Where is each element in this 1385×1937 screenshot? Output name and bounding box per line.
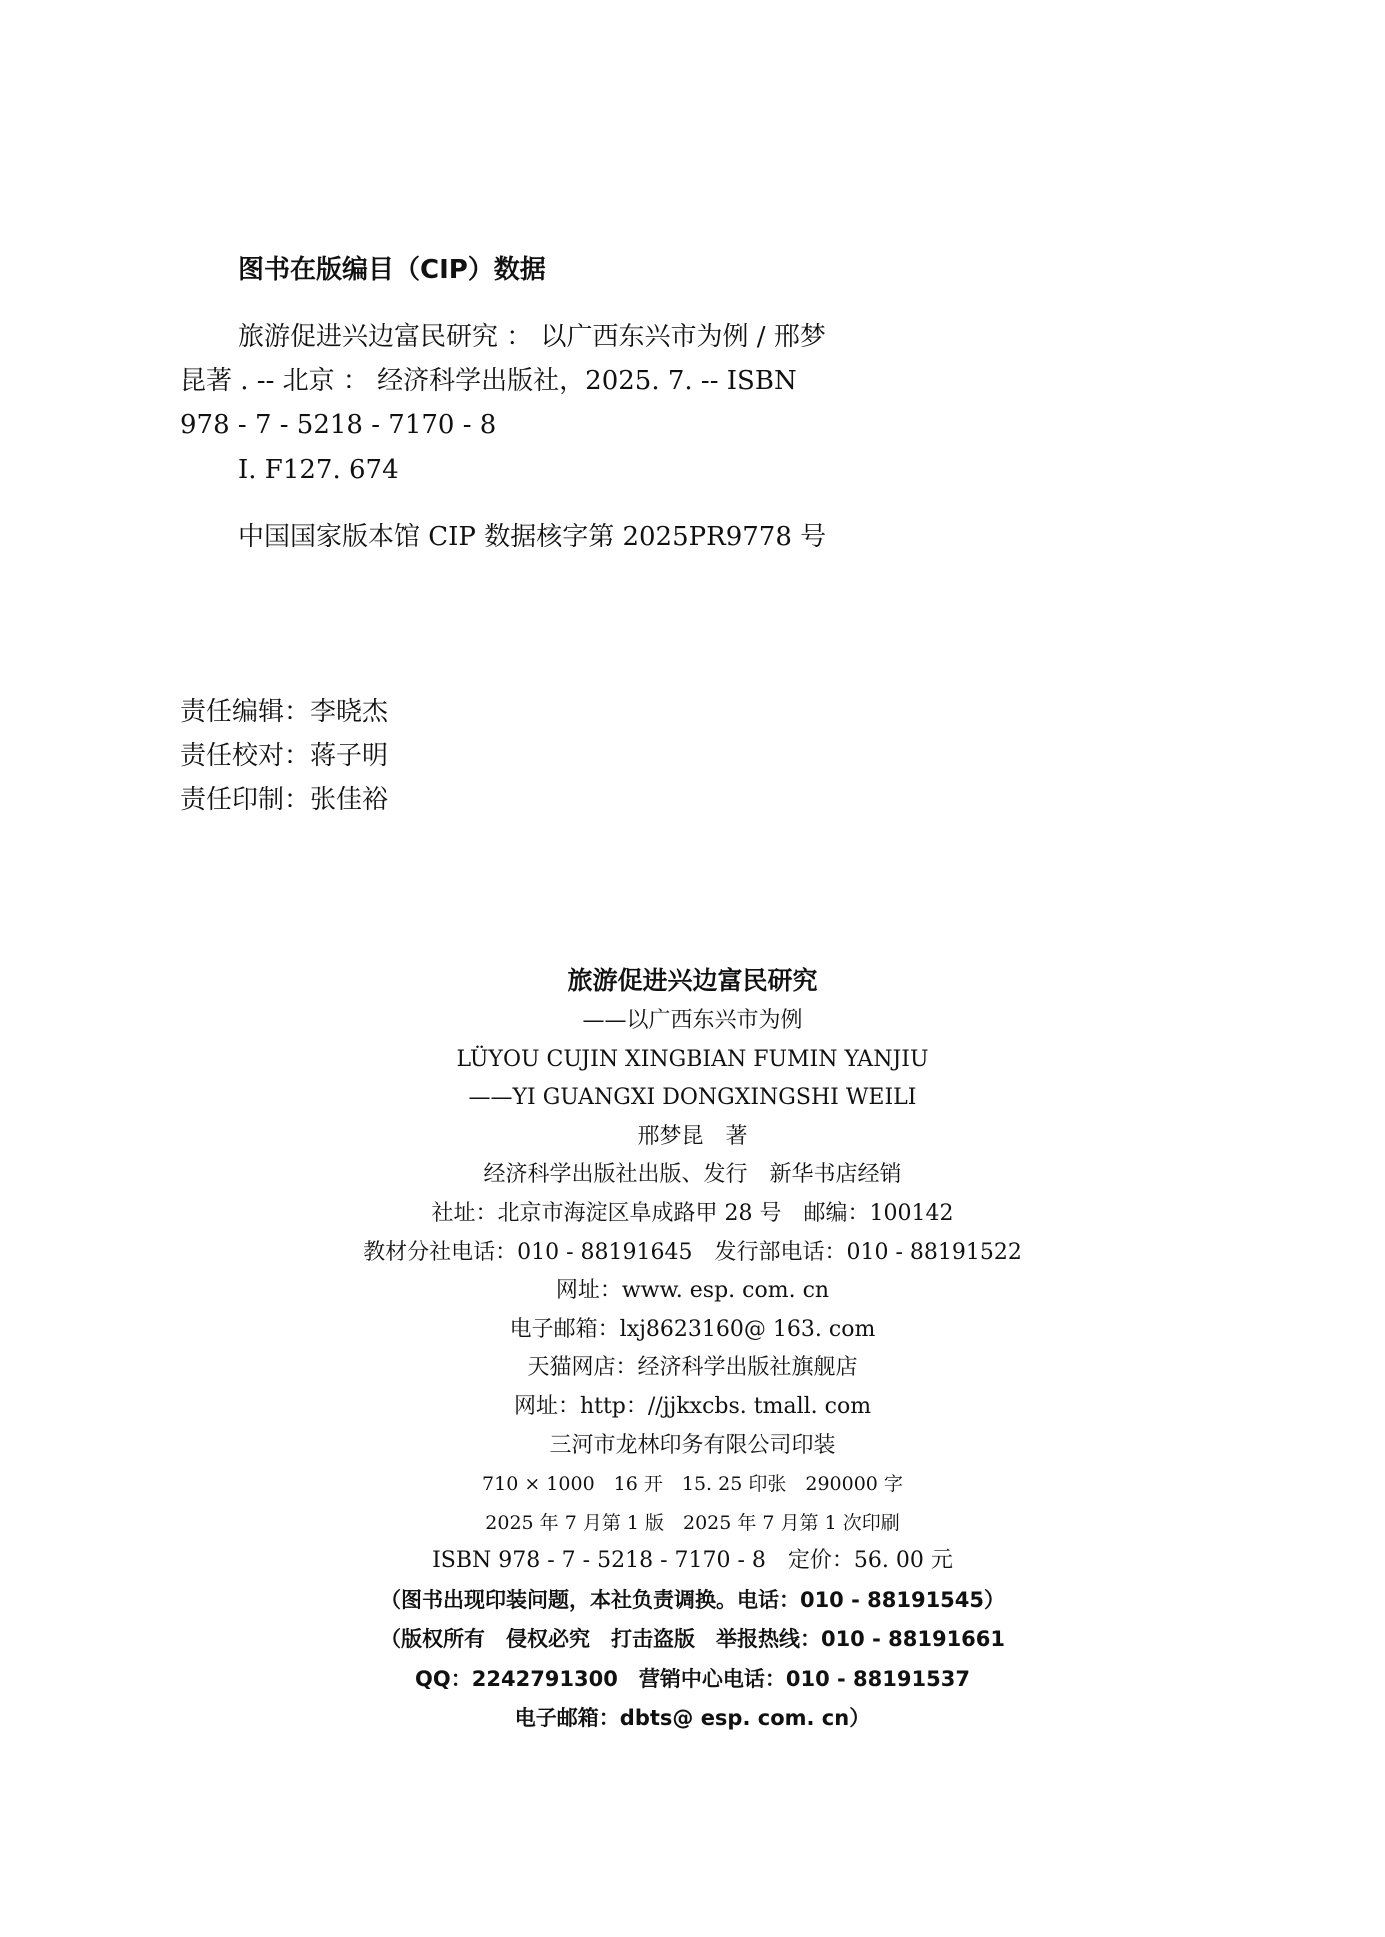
- colophon-address: 社址：北京市海淀区阜成路甲 28 号 邮编：100142: [431, 1200, 954, 1226]
- cip-isbn-line: 978 - 7 - 5218 - 7170 - 8: [180, 410, 497, 440]
- cip-heading: 图书在版编目（CIP）数据: [238, 255, 546, 285]
- colophon-notice-qq: QQ：2242791300 营销中心电话：010 - 88191537: [415, 1666, 970, 1691]
- colophon-publisher: 经济科学出版社出版、发行 新华书店经销: [483, 1162, 902, 1188]
- colophon-subtitle-pinyin: ——YI GUANGXI DONGXINGSHI WEILI: [468, 1085, 917, 1111]
- responsible-proofreader: 责任校对：蒋子明: [180, 741, 389, 771]
- colophon-tmall-store: 天猫网店：经济科学出版社旗舰店: [527, 1355, 858, 1381]
- responsible-printing: 责任印制：张佳裕: [180, 785, 389, 815]
- colophon-notice-email: 电子邮箱：dbts@ esp. com. cn）: [514, 1706, 871, 1731]
- responsible-editor: 责任编辑：李晓杰: [180, 697, 389, 727]
- colophon-title: 旅游促进兴边富民研究: [567, 966, 818, 995]
- colophon: [0, 960, 1385, 1739]
- cip-title-line: 旅游促进兴边富民研究 ： 以广西东兴市为例 / 邢梦: [238, 322, 826, 352]
- cip-publication-line: 昆著 . -- 北京 ： 经济科学出版社，2025. 7. -- ISBN: [180, 366, 797, 396]
- colophon-email: 电子邮箱：lxj8623160@ 163. com: [509, 1316, 876, 1342]
- responsible-staff: [180, 690, 388, 822]
- colophon-subtitle: ——以广西东兴市为例: [582, 1008, 803, 1033]
- colophon-title-pinyin: LÜYOU CUJIN XINGBIAN FUMIN YANJIU: [456, 1046, 929, 1072]
- colophon-format: 710 × 1000 16 开 15. 25 印张 290000 字: [482, 1473, 903, 1496]
- colophon-edition: 2025 年 7 月第 1 版 2025 年 7 月第 1 次印刷: [485, 1511, 900, 1534]
- colophon-printer: 三河市龙林印务有限公司印装: [549, 1432, 836, 1458]
- colophon-phones: 教材分社电话：010 - 88191645 发行部电话：010 - 88191522: [363, 1239, 1022, 1265]
- colophon-isbn-price: ISBN 978 - 7 - 5218 - 7170 - 8 定价：56. 00 元: [432, 1548, 953, 1574]
- colophon-notice-copyright: （版权所有 侵权必究 打击盗版 举报热线：010 - 88191661: [379, 1627, 1006, 1652]
- colophon-author: 邢梦昆 著: [637, 1123, 748, 1149]
- colophon-website: 网址：www. esp. com. cn: [555, 1278, 830, 1304]
- cip-record-number: 中国国家版本馆 CIP 数据核字第 2025PR9778 号: [238, 522, 827, 552]
- cip-classification: Ⅰ. F127. 674: [238, 455, 399, 485]
- colophon-tmall-url: 网址：http：//jjkxcbs. tmall. com: [513, 1393, 872, 1419]
- colophon-notice-replacement: （图书出现印装问题，本社负责调换。电话：010 - 88191545）: [379, 1587, 1006, 1612]
